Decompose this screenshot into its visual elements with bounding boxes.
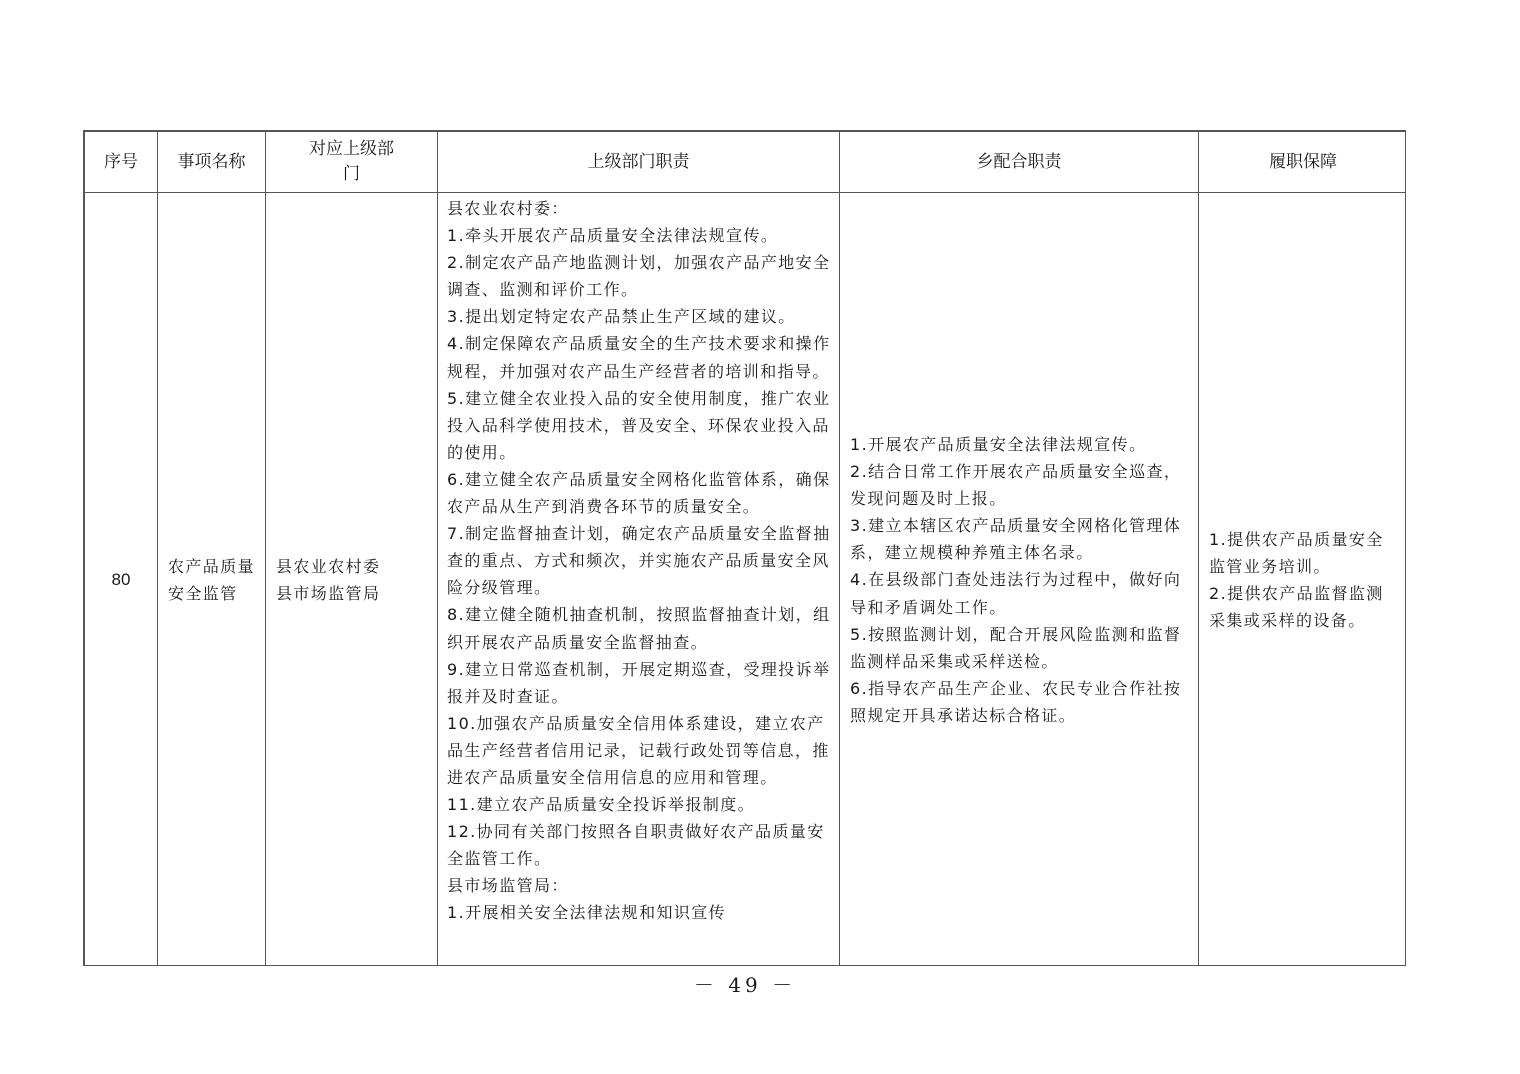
text-line: 4.制定保障农产品质量安全的生产技术要求和操作规程，并加强对农产品生产经营者的培训和指导。 [447,334,831,381]
cell-township-duties [840,193,1199,967]
header-seq: 序号 [85,132,158,193]
page-number: － 49 － [693,973,797,997]
text-line: 4.在县级部门查处违法行为过程中，做好向导和矛盾调处工作。 [850,570,1182,617]
text-line: 2.制定农产品产地监测计划，加强农产品产地安全调查、监测和评价工作。 [447,253,831,300]
table-row [85,193,1407,967]
cell-upper-dept [266,193,438,967]
duty-table-frame [83,130,1406,966]
text-line: 县农业农村委 [276,557,381,576]
cell-guarantee [1199,193,1407,967]
text-line: 9.建立日常巡查机制，开展定期巡查，受理投诉举报并及时查证。 [447,659,831,706]
cell-seq: 80 [85,193,158,967]
text-line: 3.提出划定特定农产品禁止生产区域的建议。 [447,307,796,327]
header-upper-dept-text: 对应上级部门 [308,139,394,184]
text-line: 5.建立健全农业投入品的安全使用制度，推广农业投入品科学使用技术，普及安全、环保农业投入品的使用。 [447,388,831,462]
text-line: 县农业农村委： [447,199,569,218]
header-item-name-text: 事项名称 [177,151,246,172]
header-guarantee: 履职保障 [1199,132,1407,193]
text-line: 10.加强农产品质量安全信用体系建设，建立农产品生产经营者信用记录，记载行政处罚等信息，推进农产品质量安全信用信息的应用和管理。 [447,713,830,787]
text-line: 6.建立健全农产品质量安全网格化监管体系，确保农产品从生产到消费各环节的质量安全。 [447,469,831,517]
text-line: 2.提供农产品监督监测采集或采样的设备。 [1209,584,1384,631]
header-upper-dept [266,132,438,193]
header-upper-duties: 上级部门职责 [438,132,840,193]
text-line: 8.建立健全随机抽查机制，按照监督抽查计划，组织开展农产品质量安全监督抽查。 [447,605,831,652]
text-line: 11.建立农产品质量安全投诉举报制度。 [447,795,756,815]
cell-upper-duties [438,193,840,967]
text-line: 6.指导农产品生产企业、农民专业合作社按照规定开具承诺达标合格证。 [850,678,1182,725]
text-line: 5.按照监测计划，配合开展风险监测和监督监测样品采集或采样送检。 [850,624,1182,671]
header-township-duties: 乡配合职责 [840,132,1199,193]
text-line: 12.协同有关部门按照各自职责做好农产品质量安全监管工作。 [447,822,825,869]
header-item-name [158,132,266,193]
table-header-row [85,132,1407,193]
duty-table [84,131,1406,966]
text-line: 1.提供农产品质量安全监管业务培训。 [1209,529,1384,576]
text-line: 县市场监管局： [447,876,569,896]
text-line: 1.牵头开展农产品质量安全法律法规宣传。 [447,226,779,246]
text-line: 1.开展农产品质量安全法律法规宣传。 [850,434,1147,454]
text-line: 7.制定监督抽查计划，确定农产品质量安全监督抽查的重点、方式和频次，并实施农产品质量安全风险分级管理。 [447,524,831,598]
text-line: 2.结合日常工作开展农产品质量安全巡查，发现问题及时上报。 [850,462,1182,509]
text-line: 1.开展相关安全法律法规和知识宣传 [447,903,727,923]
text-line: 3.建立本辖区农产品质量安全网格化管理体系，建立规模种养殖主体名录。 [850,516,1182,563]
text-line: 县市场监管局 [276,584,381,603]
cell-item-name: 农产品质量安全监管 [158,193,266,967]
